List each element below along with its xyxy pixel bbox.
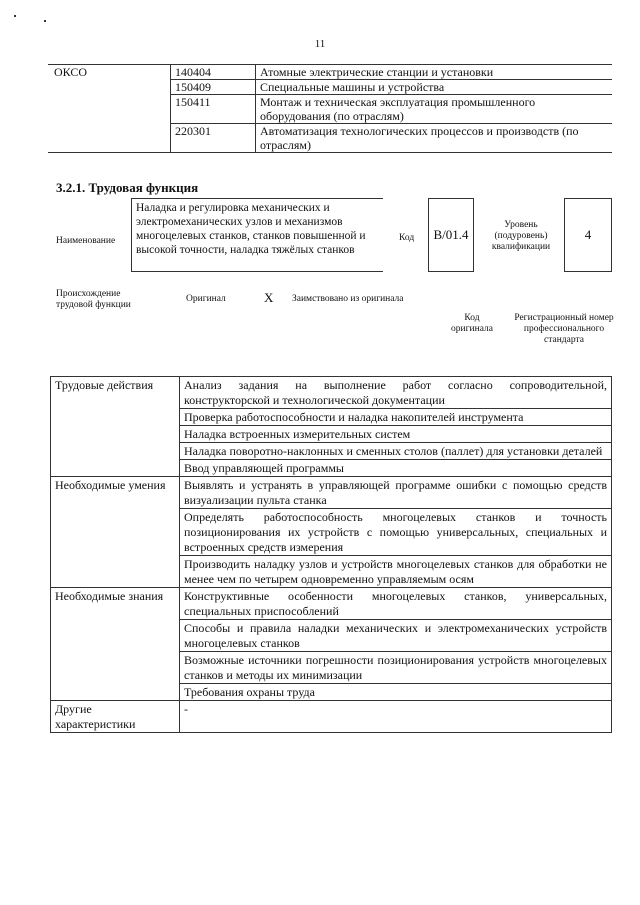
qualification-level: 4	[564, 198, 612, 272]
okso-label: ОКСО	[48, 65, 171, 153]
list-item: Возможные источники погрешности позиционирования устройств многоцелевых станков и методы их минимизации	[180, 652, 612, 684]
category-label: Трудовые действия	[51, 377, 180, 477]
list-item: Анализ задания на выполнение работ согласно сопроводительной, конструкторской и технологической документации	[180, 377, 612, 409]
scan-speck	[44, 20, 46, 22]
okso-code: 220301	[171, 124, 256, 153]
list-item: Способы и правила наладки механических и электромеханических устройств многоцелевых станков	[180, 620, 612, 652]
okso-code: 150411	[171, 95, 256, 124]
okso-code: 140404	[171, 65, 256, 80]
okso-name: Автоматизация технологических процессов и производств (по отраслям)	[256, 124, 613, 153]
level-label: Уровень (подуровень) квалификации	[491, 220, 551, 252]
original-code-label: Код оригинала	[451, 313, 493, 334]
table-row	[51, 477, 612, 509]
table-row	[51, 588, 612, 620]
okso-name: Атомные электрические станции и установки	[256, 65, 613, 80]
list-item: Наладка поворотно-наклонных и сменных столов (паллет) для установки деталей	[180, 443, 612, 460]
registration-number-label: Регистрационный номер профессионального стандарта	[514, 313, 614, 345]
code-label: Код	[399, 233, 415, 243]
table-row	[51, 377, 612, 409]
list-item: Выявлять и устранять в управляющей программе ошибки с помощью средств визуализации пульта станка	[180, 477, 612, 509]
okso-table	[48, 64, 612, 153]
list-item: Производить наладку узлов и устройств многоцелевых станков для обработки не менее чем по четырем одновременно управляемым осям	[180, 556, 612, 588]
list-item: Ввод управляющей программы	[180, 460, 612, 477]
function-details-table	[50, 376, 612, 733]
name-label: Наименование	[56, 236, 116, 246]
scan-speck	[14, 15, 16, 17]
list-item: Конструктивные особенности многоцелевых станков, универсальных, специальных приспособлений	[180, 588, 612, 620]
list-item: -	[180, 701, 612, 733]
okso-name: Специальные машины и устройства	[256, 80, 613, 95]
list-item: Определять работоспособность многоцелевых станков и точность позиционирования их устройств с помощью универсальных, специальных и встроенных средств измерения	[180, 509, 612, 556]
original-mark: X	[264, 290, 274, 305]
category-label: Необходимые знания	[51, 588, 180, 701]
section-title: 3.2.1. Трудовая функция	[56, 180, 199, 195]
origin-label: Происхождение трудовой функции	[56, 289, 131, 310]
list-item: Наладка встроенных измерительных систем	[180, 426, 612, 443]
okso-name: Монтаж и техническая эксплуатация промышленного оборудования (по отраслям)	[256, 95, 613, 124]
category-label: Необходимые умения	[51, 477, 180, 588]
list-item: Требования охраны труда	[180, 684, 612, 701]
function-name: Наладка и регулировка механических и электромеханических узлов и механизмов многоцелевых станков, станков повышенной и высокой точности, наладка тяжёлых станков	[131, 198, 383, 272]
list-item: Проверка работоспособности и наладка накопителей инструмента	[180, 409, 612, 426]
table-row	[51, 701, 612, 733]
table-row	[48, 65, 612, 80]
original-label: Оригинал	[186, 294, 226, 304]
borrowed-label: Заимствовано из оригинала	[292, 294, 404, 304]
function-code: В/01.4	[428, 198, 474, 272]
category-label: Другие характеристики	[51, 701, 180, 733]
page-number: 11	[314, 38, 326, 50]
okso-code: 150409	[171, 80, 256, 95]
